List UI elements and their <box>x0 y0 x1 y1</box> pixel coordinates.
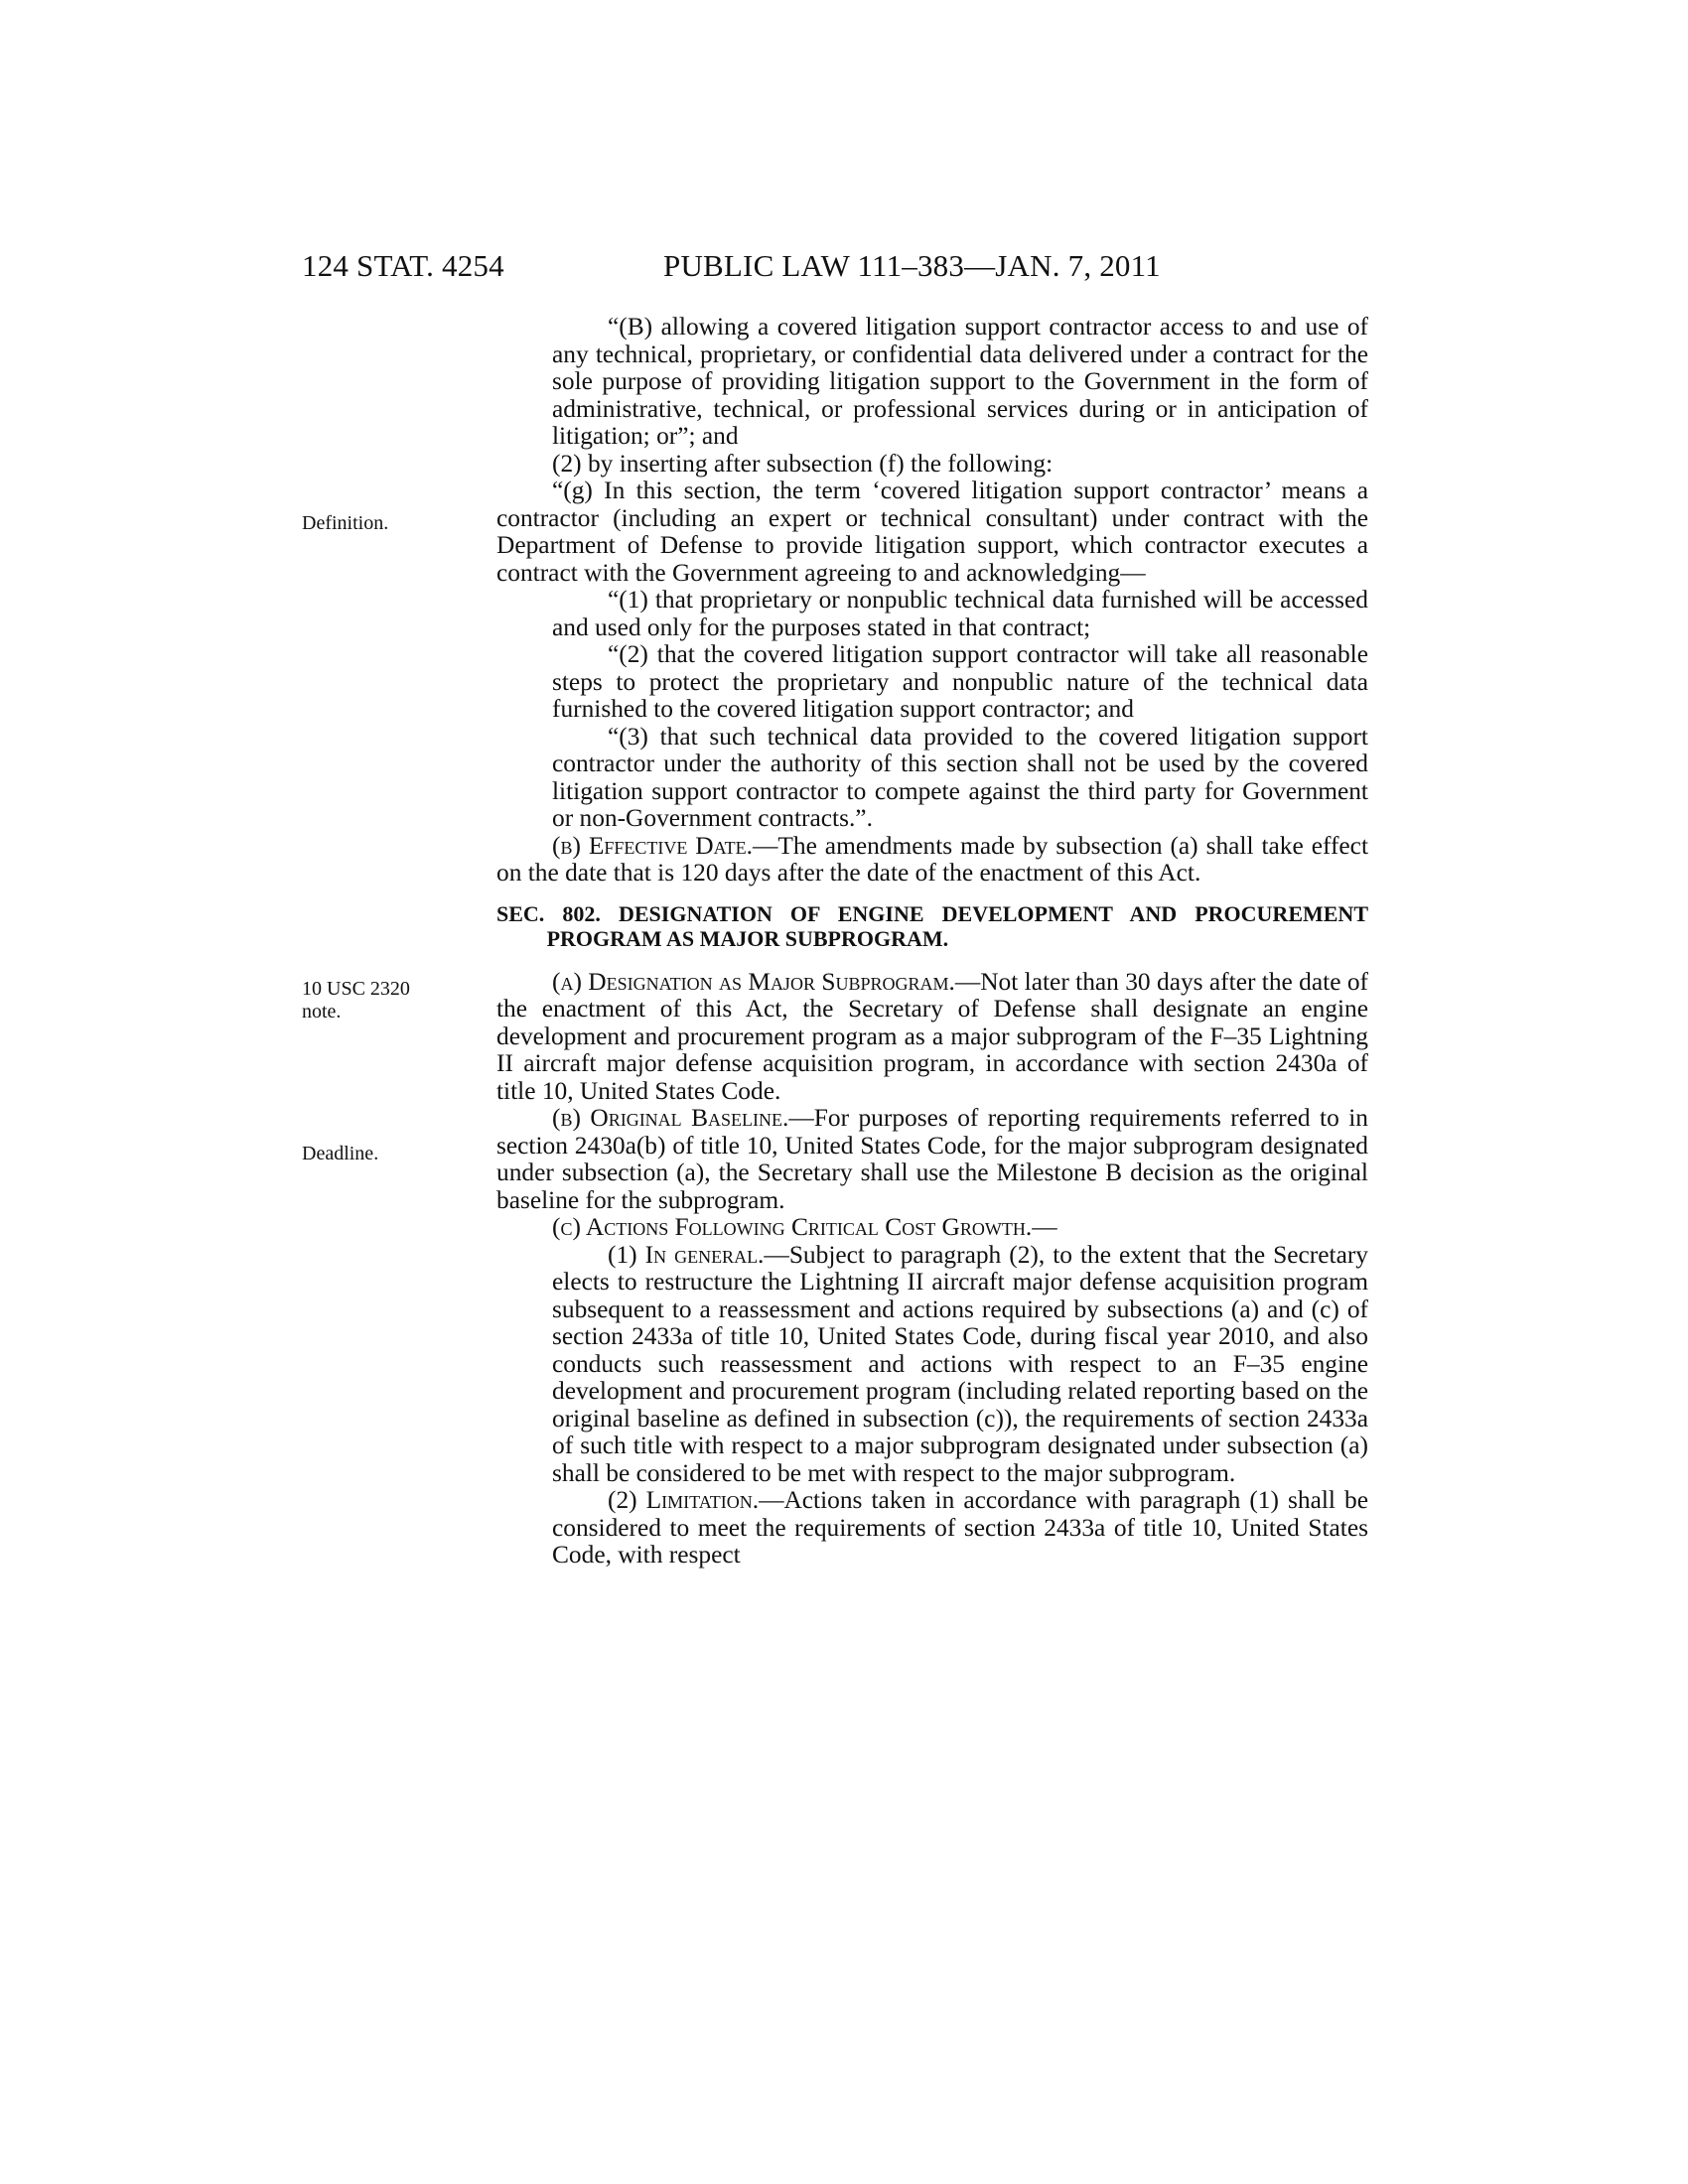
paragraph-in-general <box>496 1242 1368 1488</box>
paragraph-2-inserting: (2) by inserting after subsection (f) the following: <box>552 449 1054 478</box>
page-header-title: PUBLIC LAW 111–383—JAN. 7, 2011 <box>663 248 1161 283</box>
margin-note-usc-line1: 10 USC 2320 <box>302 978 410 1000</box>
paragraph-limitation <box>496 1487 1368 1570</box>
critical-cost-growth-label: (c) Actions Following Critical Cost Growth. <box>552 1213 1033 1241</box>
margin-note-usc <box>302 978 451 1024</box>
paragraph-g-1: “(1) that proprietary or nonpublic technical data furnished will be accessed and used only for the purposes stated in that contract; <box>552 586 1368 641</box>
paragraph-effective-date <box>496 833 1368 887</box>
paragraph-g-definition: “(g) In this section, the term ‘covered litigation support contractor’ means a contractor (including an expert or technical consultant) under contract with the Department of Defense to provide litigation support, which contractor executes a contract with the Government agreeing to and acknowledging— <box>496 477 1368 587</box>
in-general-label: (1) In general. <box>608 1240 765 1269</box>
designation-label: (a) Designation as Major Subprogram. <box>552 967 955 996</box>
margin-note-usc-line2: note. <box>302 1001 342 1023</box>
original-baseline-text: —For purposes of reporting requirements referred to in section 2430a(b) of title 10, United States Code, for the major subprogram designated under subsection (a), the Secretary shall use the Milestone B decision as the original baseline for the subprogram. <box>496 1104 1368 1214</box>
section-802-heading: SEC. 802. DESIGNATION OF ENGINE DEVELOPMENT AND PROCUREMENT PROGRAM AS MAJOR SUBPROGRAM. <box>496 900 1368 951</box>
in-general-text: —Subject to paragraph (2), to the extent that the Secretary elects to restructure the Lightning II aircraft major defense acquisition program subsequent to a reassessment and actions required by subsections (a) and (c) of section 2433a of title 10, United States Code, during fiscal year 2010, and also conducts such reassessment and actions with respect to an F–35 engine development and procurement program (including related reporting based on the original baseline as defined in subsection (c)), the requirements of section 2433a of such title with respect to a major subprogram designated under subsection (a) shall be considered to be met with respect to the major subprogram. <box>552 1240 1368 1487</box>
paragraph-g-2: “(2) that the covered litigation support contractor will take all reasonable steps to protect the proprietary and nonpublic nature of the technical data furnished to the covered litigation support contractor; and <box>552 640 1368 723</box>
paragraph-g-3: “(3) that such technical data provided to the covered litigation support contractor under the authority of this section shall not be used by the covered litigation support contractor to compete against the third party for Government or non-Government contracts.”. <box>552 722 1368 832</box>
margin-note-deadline: Deadline. <box>302 1143 379 1164</box>
statute-body <box>496 314 1368 1570</box>
margin-note-definition: Definition. <box>302 512 389 534</box>
limitation-label: (2) Limitation. <box>608 1486 760 1514</box>
effective-date-label: (b) Effective Date. <box>552 831 753 860</box>
original-baseline-label: (b) Original Baseline. <box>552 1104 789 1132</box>
paragraph-original-baseline <box>496 1105 1368 1214</box>
critical-cost-growth-text: — <box>1032 1213 1057 1241</box>
designation-text: —Not later than 30 days after the date of the enactment of this Act, the Secretary of Defense shall designate an engine development and procurement program as a major subprogram of the F–35 Lightning II aircraft major defense acquisition program, in accordance with section 2430a of title 10, United States Code. <box>496 967 1368 1105</box>
paragraph-critical-cost-growth <box>496 1214 1368 1242</box>
page-header-ref: 124 STAT. 4254 <box>302 248 504 283</box>
paragraph-b-allowing: “(B) allowing a covered litigation support contractor access to and use of any technical, proprietary, or confidential data delivered under a contract for the sole purpose of providing litigation support to the Government in the form of administrative, technical, or professional services during or in anticipation of litigation; or”; and <box>552 313 1368 450</box>
effective-date-text: —The amendments made by subsection (a) shall take effect on the date that is 120 days after the date of the enactment of this Act. <box>496 831 1369 887</box>
limitation-text: —Actions taken in accordance with paragraph (1) shall be considered to meet the requirements of section 2433a of title 10, United States Code, with respect <box>552 1486 1368 1569</box>
paragraph-designation <box>496 969 1368 1106</box>
